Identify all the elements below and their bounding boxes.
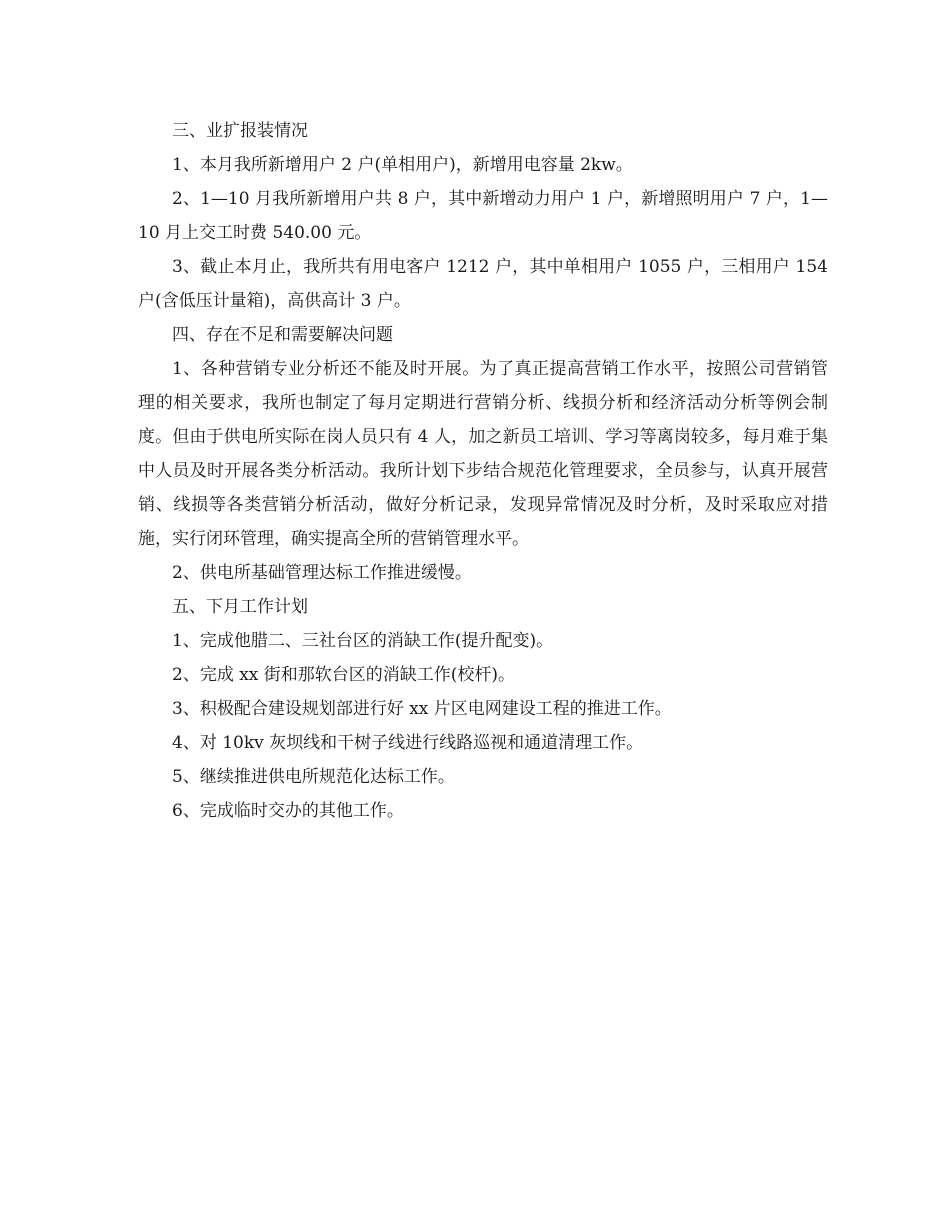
section-heading-problems: 四、存在不足和需要解决问题 [172, 325, 393, 345]
paragraph-yearly-new-users: 2、1—10 月我所新增用户共 8 户，其中新增动力用户 1 户，新增照明用户 7 户，1—10 月上交工时费 540.00 元。 [138, 189, 828, 243]
plan-item-5: 5、继续推进供电所规范化达标工作。 [172, 767, 455, 787]
paragraph-management-progress: 2、供电所基础管理达标工作推进缓慢。 [172, 563, 472, 583]
paragraph-marketing-analysis: 1、各种营销专业分析还不能及时开展。为了真正提高营销工作水平，按照公司营销管理的相关要求，我所也制定了每月定期进行营销分析、线损分析和经济活动分析等例会制度。但由于供电所实际在岗人员只有 4 人，加之新员工培训、学习等离岗较多，每月难于集中人员及时开展各类分析活动。我所计划下步结合规范化管理要求，全员参与，认真开展营销、线损等各类营销分析活动，做好分析记录，发现异常情况及时分析，及时采取应对措施，实行闭环管理，确实提高全所的营销管理水平。 [138, 359, 828, 549]
document-body [138, 114, 828, 828]
plan-item-2: 2、完成 xx 街和那软台区的消缺工作(校杆)。 [172, 665, 516, 685]
section-heading-next-month-plan: 五、下月工作计划 [172, 597, 308, 617]
paragraph-customer-totals: 3、截止本月止，我所共有用电客户 1212 户，其中单相用户 1055 户，三相用户 154 户(含低压计量箱)，高供高计 3 户。 [138, 257, 828, 311]
section-heading-business-expansion: 三、业扩报装情况 [172, 121, 308, 141]
paragraph-new-users: 1、本月我所新增用户 2 户(单相用户)，新增用电容量 2kw。 [172, 155, 633, 175]
plan-item-4: 4、对 10kv 灰坝线和干树子线进行线路巡视和通道清理工作。 [172, 733, 644, 753]
plan-item-3: 3、积极配合建设规划部进行好 xx 片区电网建设工程的推进工作。 [172, 699, 672, 719]
plan-item-6: 6、完成临时交办的其他工作。 [172, 801, 404, 821]
plan-item-1: 1、完成他腊二、三社台区的消缺工作(提升配变)。 [172, 631, 554, 651]
